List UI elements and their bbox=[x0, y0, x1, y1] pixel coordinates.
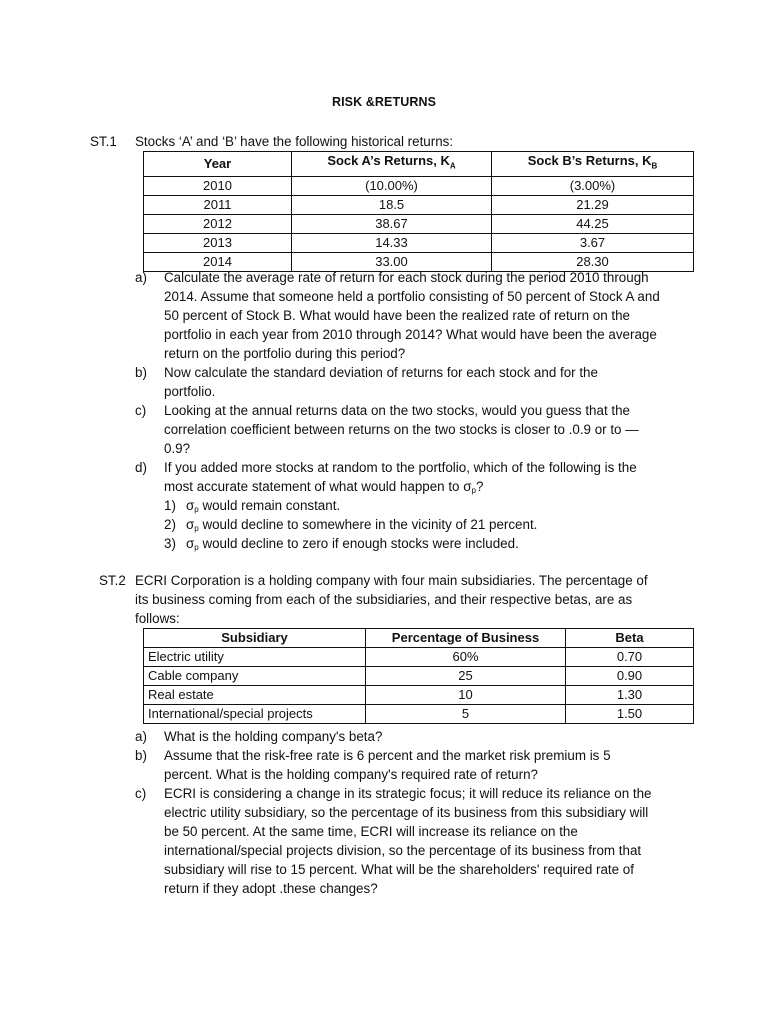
cell-percentage: 60% bbox=[366, 648, 566, 667]
text-line: Calculate the average rate of return for each stock during the period 2010 through bbox=[164, 270, 649, 285]
cell-year: 2014 bbox=[144, 252, 292, 271]
cell-year: 2013 bbox=[144, 233, 292, 252]
page-title: RISK &RETURNS bbox=[331, 95, 437, 109]
table-row bbox=[144, 233, 694, 252]
text-line: 0.9? bbox=[164, 441, 191, 456]
text-line: portfolio in each year from 2010 through 2014? What would have been the average bbox=[164, 327, 657, 342]
cell-subsidiary: Electric utility bbox=[144, 648, 366, 667]
text-line: 50 percent of Stock B. What would have been the realized rate of return on the bbox=[164, 308, 630, 323]
text-line: international/special projects division, so the percentage of its business from that bbox=[164, 843, 642, 858]
part-label: b) bbox=[135, 365, 147, 380]
cell-subsidiary: Cable company bbox=[144, 667, 366, 686]
text-line: follows: bbox=[135, 611, 180, 626]
text-line: return on the portfolio during this period? bbox=[164, 346, 406, 361]
question-number-st1: ST.1 bbox=[90, 134, 117, 149]
cell-stock-a: 38.67 bbox=[292, 214, 492, 233]
header-beta: Beta bbox=[566, 629, 694, 648]
cell-subsidiary: International/special projects bbox=[144, 705, 366, 724]
cell-stock-b: (3.00%) bbox=[492, 176, 694, 195]
cell-beta: 1.50 bbox=[566, 705, 694, 724]
option-label: 1) bbox=[164, 498, 176, 513]
cell-percentage: 25 bbox=[366, 667, 566, 686]
st1-intro: Stocks ‘A’ and ‘B’ have the following historical returns: bbox=[135, 134, 454, 149]
cell-stock-b: 44.25 bbox=[492, 214, 694, 233]
text-line: be 50 percent. At the same time, ECRI will increase its reliance on the bbox=[164, 824, 578, 839]
table-row bbox=[144, 195, 694, 214]
cell-stock-a: 33.00 bbox=[292, 252, 492, 271]
st1-returns-table bbox=[143, 151, 694, 272]
text-line: most accurate statement of what would happen to $\sigma_p$? bbox=[164, 479, 484, 495]
part-label: d) bbox=[135, 460, 147, 475]
table-header-row bbox=[144, 152, 694, 177]
text-line: ECRI is considering a change in its strategic focus; it will reduce its reliance on the bbox=[164, 786, 652, 801]
cell-year: 2010 bbox=[144, 176, 292, 195]
text-line: What is the holding company's beta? bbox=[164, 729, 383, 744]
cell-stock-a: 14.33 bbox=[292, 233, 492, 252]
cell-year: 2012 bbox=[144, 214, 292, 233]
text-line: Assume that the risk-free rate is 6 percent and the market risk premium is 5 bbox=[164, 748, 611, 763]
cell-beta: 0.90 bbox=[566, 667, 694, 686]
cell-beta: 1.30 bbox=[566, 686, 694, 705]
text-line: Now calculate the standard deviation of returns for each stock and for the bbox=[164, 365, 598, 380]
text-line: electric utility subsidiary, so the percentage of its business from this subsidiary will bbox=[164, 805, 649, 820]
cell-beta: 0.70 bbox=[566, 648, 694, 667]
text-line: 2014. Assume that someone held a portfolio consisting of 50 percent of Stock A and bbox=[164, 289, 660, 304]
table-row bbox=[144, 705, 694, 724]
option-label: 3) bbox=[164, 536, 176, 551]
text-line: If you added more stocks at random to the portfolio, which of the following is the bbox=[164, 460, 637, 475]
cell-stock-a: (10.00%) bbox=[292, 176, 492, 195]
cell-subsidiary: Real estate bbox=[144, 686, 366, 705]
table-row bbox=[144, 686, 694, 705]
question-number-st2: ST.2 bbox=[99, 573, 126, 588]
text-line: its business coming from each of the subsidiaries, and their respective betas, are as bbox=[135, 592, 633, 607]
header-year: Year bbox=[144, 152, 292, 177]
st2-intro bbox=[135, 571, 676, 628]
part-label: a) bbox=[135, 729, 147, 744]
header-stock-b-returns: Sock B’s Returns, $K_B$ bbox=[492, 152, 694, 177]
cell-stock-a: 18.5 bbox=[292, 195, 492, 214]
text-line: subsidiary will rise to 15 percent. What will be the shareholders' required rate of bbox=[164, 862, 634, 877]
option-text: $\sigma_p$ would remain constant. bbox=[186, 498, 341, 514]
st2-subsidiary-table bbox=[143, 628, 694, 724]
cell-year: 2011 bbox=[144, 195, 292, 214]
header-stock-a-returns: Sock A’s Returns, $K_A$ bbox=[292, 152, 492, 177]
text-line: Looking at the annual returns data on the two stocks, would you guess that the bbox=[164, 403, 630, 418]
option-text: $\sigma_p$ would decline to zero if enough stocks were included. bbox=[186, 536, 519, 552]
text-line: percent. What is the holding company's required rate of return? bbox=[164, 767, 538, 782]
cell-stock-b: 28.30 bbox=[492, 252, 694, 271]
table-row bbox=[144, 214, 694, 233]
cell-stock-b: 3.67 bbox=[492, 233, 694, 252]
table-header-row bbox=[144, 629, 694, 648]
header-subsidiary: Subsidiary bbox=[144, 629, 366, 648]
part-label: a) bbox=[135, 270, 147, 285]
cell-percentage: 5 bbox=[366, 705, 566, 724]
option-label: 2) bbox=[164, 517, 176, 532]
part-label: c) bbox=[135, 786, 147, 801]
text-line: return if they adopt .these changes? bbox=[164, 881, 378, 896]
part-label: b) bbox=[135, 748, 147, 763]
table-row bbox=[144, 648, 694, 667]
text-line: correlation coefficient between returns on the two stocks is closer to .0.9 or to — bbox=[164, 422, 639, 437]
header-percentage: Percentage of Business bbox=[366, 629, 566, 648]
table-row bbox=[144, 667, 694, 686]
cell-percentage: 10 bbox=[366, 686, 566, 705]
part-label: c) bbox=[135, 403, 147, 418]
text-line: portfolio. bbox=[164, 384, 216, 399]
cell-stock-b: 21.29 bbox=[492, 195, 694, 214]
table-row bbox=[144, 176, 694, 195]
option-text: $\sigma_p$ would decline to somewhere in the vicinity of 21 percent. bbox=[186, 517, 538, 533]
text-line: ECRI Corporation is a holding company with four main subsidiaries. The percentage of bbox=[135, 573, 648, 588]
